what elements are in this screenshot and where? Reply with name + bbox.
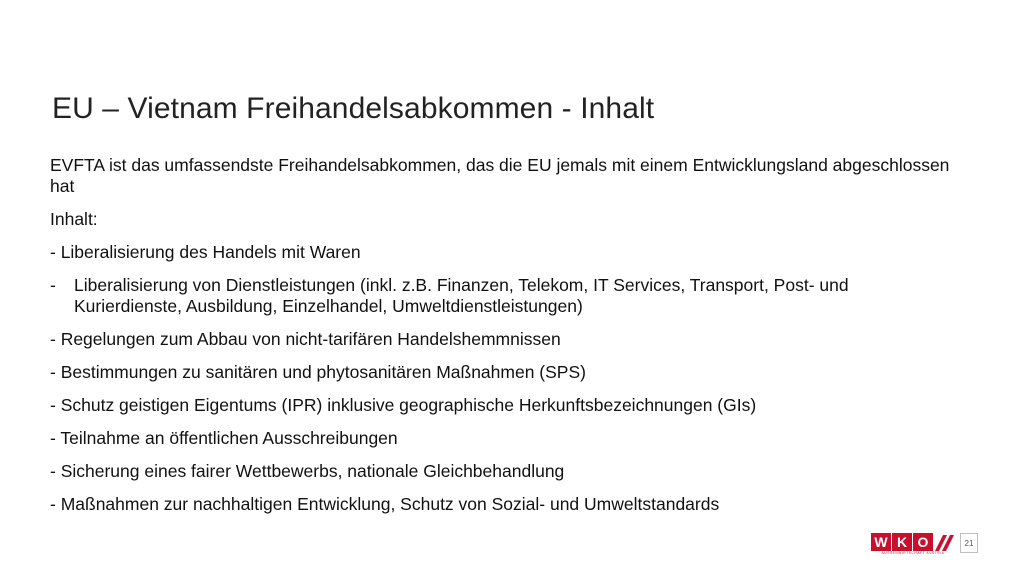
list-item: - Bestimmungen zu sanitären und phytosanitären Maßnahmen (SPS) <box>50 362 586 382</box>
logo-subtitle: AUSSENWIRTSCHAFT AUSTRIA <box>881 551 945 555</box>
page-number: 21 <box>960 533 978 553</box>
intro-paragraph: EVFTA ist das umfassendste Freihandelsabkommen, das die EU jemals mit einem Entwicklungsland abgeschlossen hat <box>50 155 950 196</box>
list-item-hanging <box>50 275 950 317</box>
slide-body <box>50 155 950 527</box>
list-dash: - <box>50 275 56 295</box>
list-item: - Liberalisierung des Handels mit Waren <box>50 242 361 262</box>
list-item-text: Liberalisierung von Dienstleistungen (inkl. z.B. Finanzen, Telekom, IT Services, Transport, Post- und Kurierdienste, Ausbildung, Einzelhandel, Umweltdienstleistungen) <box>74 275 849 316</box>
svg-text:O: O <box>917 534 929 550</box>
slide-title: EU – Vietnam Freihandelsabkommen - Inhalt <box>52 92 655 125</box>
list-item: - Regelungen zum Abbau von nicht-tarifären Handelshemmnissen <box>50 329 561 349</box>
list-item: - Maßnahmen zur nachhaltigen Entwicklung, Schutz von Sozial- und Umweltstandards <box>50 494 720 514</box>
list-item: - Sicherung eines fairer Wettbewerbs, nationale Gleichbehandlung <box>50 461 565 481</box>
svg-text:K: K <box>896 534 908 550</box>
wko-logo-icon <box>871 533 955 551</box>
list-item: - Teilnahme an öffentlichen Ausschreibungen <box>50 428 398 448</box>
inhalt-label: Inhalt: <box>50 209 98 229</box>
list-item: - Schutz geistigen Eigentums (IPR) inklusive geographische Herkunftsbezeichnungen (GIs) <box>50 395 757 415</box>
svg-text:W: W <box>874 534 888 550</box>
